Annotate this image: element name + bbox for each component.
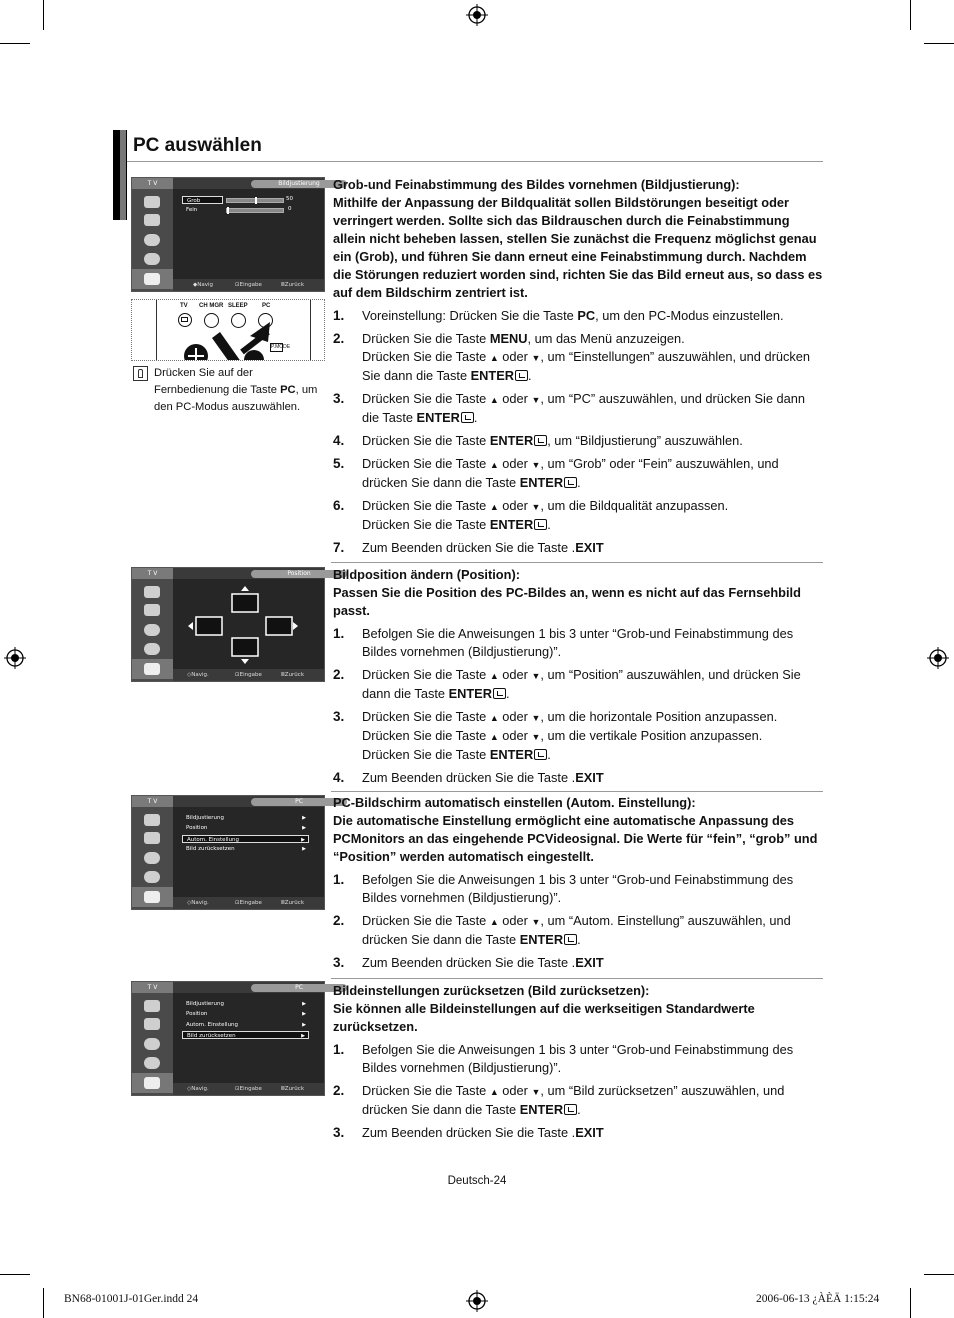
step-text: Befolgen Sie die Anweisungen 1 bis 3 unter “Grob-und Feinabstimmung des Bildes vornehmen (Bildjustierung)”. (362, 1042, 794, 1075)
osd-setup-icon (144, 1077, 160, 1089)
step-text: oder (498, 391, 532, 406)
remote-label-tv: TV (180, 303, 188, 309)
osd-menu-item-label: Bildjustierung (186, 815, 224, 821)
position-arrows-icon (184, 584, 316, 666)
step-text: . (547, 747, 551, 762)
osd-menu-item (182, 1010, 309, 1018)
step-text: Drücken Sie die Taste (362, 667, 490, 682)
step-item (333, 871, 823, 907)
chevron-right-icon: ▶ (302, 825, 306, 832)
step-item (333, 330, 823, 385)
chevron-right-icon: ▶ (302, 815, 306, 821)
osd-menu-item (182, 1031, 309, 1039)
step-text: Drücken Sie die Taste (362, 517, 490, 532)
step-text: . (577, 932, 581, 947)
osd-tab: PC (251, 798, 347, 806)
crop-mark (43, 1288, 44, 1318)
osd-antenna-icon (144, 586, 160, 598)
step-text: . (571, 540, 576, 555)
osd-enter-hint: ⊡ Eingabe (235, 669, 240, 681)
title-accent-bar (120, 130, 126, 220)
osd-enter-label: Eingabe (239, 1086, 262, 1092)
step-item (333, 708, 823, 764)
step-text: Drücken Sie die Taste (362, 433, 490, 448)
step-text: oder (498, 709, 532, 724)
step-text: , um die horizontale Position anzupassen. (540, 709, 778, 724)
osd-menu-item (182, 814, 309, 822)
step-number: 3. (333, 709, 345, 724)
step-text: oder (498, 667, 532, 682)
step-item (333, 1082, 823, 1119)
step-number: 5. (333, 456, 345, 471)
osd-top-bar (173, 982, 324, 993)
remote-pmode-badge: P.MODE (271, 344, 291, 350)
section-heading: Grob-und Feinabstimmung des Bildes vornehmen (Bildjustierung): (333, 177, 740, 192)
step-text: , um den PC-Modus einzustellen. (595, 308, 784, 323)
osd-menu-item-label: Position (186, 825, 208, 832)
step-item (333, 432, 823, 450)
step-text: Drücken Sie die Taste (362, 331, 490, 346)
osd-menu-item-label: Position (186, 1011, 208, 1018)
step-text: . (571, 770, 576, 785)
step-list (333, 625, 823, 787)
arrow-down-icon: ▼ (531, 395, 541, 405)
osd-setup-icon (144, 273, 160, 285)
date-slug: 2006-06-13 ¿ÀÈÄ 1:15:24 (756, 1293, 880, 1305)
step-line (362, 516, 823, 534)
step-text: Drücken Sie die Taste (362, 498, 490, 513)
osd-screen-position (131, 567, 325, 682)
step-text: . (577, 475, 581, 490)
remote-label-chmgr: CH MGR (199, 303, 224, 309)
step-text: , um das Menü anzuzeigen. (527, 331, 685, 346)
step-text: Zum Beenden drücken Sie die Taste (362, 540, 572, 555)
key-menu: MENU (489, 331, 528, 346)
step-text: , um “Autom. Einstellung” auszuwählen, und drücken Sie dann die Taste (362, 913, 791, 947)
arrow-up-icon: ▲ (489, 1087, 499, 1097)
key-enter: ENTER (448, 686, 492, 701)
registration-mark-icon (927, 647, 949, 669)
step-text: Drücken Sie die Taste (362, 747, 490, 762)
step-text: oder (498, 728, 532, 743)
osd-menu-item-label: Bild zurücksetzen (186, 845, 235, 852)
osd-menu-item (182, 824, 309, 832)
crop-mark (924, 1274, 954, 1275)
osd-back-hint: Ⅲ Zurück (281, 1083, 285, 1095)
osd-nav-label: Navig (197, 282, 213, 288)
step-text: Befolgen Sie die Anweisungen 1 bis 3 unter “Grob-und Feinabstimmung des Bildes vornehmen (Bildjustierung)”. (362, 626, 794, 659)
arrow-down-icon: ▼ (531, 917, 541, 927)
key-exit: EXIT (575, 540, 604, 555)
step-list (333, 871, 823, 972)
osd-item-label: Fein (186, 207, 198, 213)
arrow-up-icon: ▲ (489, 395, 499, 405)
step-text: Drücken Sie die Taste (362, 349, 490, 364)
step-number: 2. (333, 913, 345, 928)
step-text: Drücken Sie die Taste (362, 709, 490, 724)
osd-back-label: Zurück (284, 282, 305, 288)
remote-label-sleep: SLEEP (228, 303, 248, 309)
step-list (333, 307, 823, 557)
osd-sound-icon (144, 234, 160, 246)
step-line (362, 348, 823, 385)
osd-bottom-bar (173, 279, 324, 291)
step-text: Drücken Sie die Taste (362, 913, 490, 928)
osd-tab: Position (251, 570, 347, 578)
step-number: 7. (333, 540, 345, 555)
osd-menu-item (182, 1021, 309, 1029)
osd-tab: PC (251, 984, 347, 992)
osd-menu-item (182, 835, 309, 843)
chevron-right-icon: ▶ (302, 1011, 306, 1018)
osd-channel-icon (144, 253, 160, 265)
note-icon (133, 366, 148, 381)
step-item (333, 769, 823, 787)
step-text: Zum Beenden drücken Sie die Taste (362, 770, 572, 785)
section-heading: PC-Bildschirm automatisch einstellen (Autom. Einstellung): (333, 795, 696, 810)
section-intro: Sie können alle Bildeinstellungen auf die werkseitigen Standardwerte zurücksetzen. (333, 1001, 755, 1034)
step-number: 2. (333, 331, 345, 346)
osd-enter-label: Eingabe (239, 282, 262, 288)
osd-bottom-bar (173, 1083, 324, 1095)
osd-channel-icon (144, 871, 160, 883)
section-autom-einstellung (333, 794, 823, 977)
step-text: Drücken Sie die Taste (362, 1083, 490, 1098)
step-text: Drücken Sie die Taste (362, 456, 490, 471)
step-number: 4. (333, 770, 345, 785)
arrow-down-icon: ▼ (531, 671, 541, 681)
step-number: 1. (333, 308, 345, 323)
key-exit: EXIT (575, 1125, 604, 1140)
note-text: , um den PC-Modus auszuwählen. (154, 384, 318, 413)
crop-mark (0, 1274, 30, 1275)
osd-screen-pc-autom (131, 795, 325, 910)
osd-item-label: Grob (187, 198, 201, 204)
step-number: 1. (333, 1042, 345, 1057)
step-line (362, 727, 823, 746)
step-text: , um “Position” auszuwählen, und drücken Sie dann die Taste (362, 667, 801, 701)
remote-edge (156, 300, 157, 361)
osd-nav-hint: ◆ Navig (193, 279, 197, 291)
osd-slider-thumb (227, 207, 229, 214)
arrow-up-icon: ▲ (489, 732, 499, 742)
step-item (333, 497, 823, 534)
step-item (333, 390, 823, 427)
osd-channel-icon (144, 1057, 160, 1069)
osd-bottom-bar (173, 897, 324, 909)
step-text: , um die vertikale Position anzupassen. (540, 728, 763, 743)
osd-nav-label: Navig. (191, 900, 209, 906)
osd-top-bar (173, 568, 324, 579)
remote-edge (310, 300, 311, 361)
pointing-hand-icon (172, 318, 291, 361)
registration-mark-icon (466, 1290, 488, 1312)
section-bild-zuruecksetzen (333, 982, 823, 1147)
osd-antenna-icon (144, 196, 160, 208)
osd-nav-label: Navig. (191, 1086, 209, 1092)
enter-key-icon (515, 370, 528, 381)
divider (331, 978, 823, 979)
step-item (333, 912, 823, 949)
step-text: . (505, 686, 510, 701)
step-text: , um “Bildjustierung” auszuwählen. (547, 433, 743, 448)
key-enter: ENTER (519, 1102, 564, 1117)
osd-picture-icon (144, 214, 160, 226)
remote-note (154, 365, 326, 416)
step-text: Befolgen Sie die Anweisungen 1 bis 3 unter “Grob-und Feinabstimmung des Bildes vornehmen (Bildjustierung)”. (362, 872, 794, 905)
osd-tv-label: T V (132, 178, 173, 189)
key-enter: ENTER (416, 410, 460, 425)
step-number: 3. (333, 1125, 345, 1140)
arrow-up-icon: ▲ (489, 502, 499, 512)
step-item (333, 1124, 823, 1142)
arrow-up-icon: ▲ (489, 917, 499, 927)
osd-bottom-bar (173, 669, 324, 681)
osd-picture-icon (144, 604, 160, 616)
section-intro: Passen Sie die Position des PC-Bildes an, wenn es nicht auf das Fernsehbild passt. (333, 585, 801, 618)
step-text: , um “PC” auszuwählen, und drücken Sie dann die Taste (362, 391, 806, 425)
chevron-right-icon: ▶ (301, 836, 305, 843)
enter-key-icon (461, 412, 474, 423)
crop-mark (0, 43, 30, 44)
crop-mark (910, 0, 911, 30)
step-item (333, 1041, 823, 1077)
arrow-up-icon: ▲ (489, 460, 499, 470)
osd-back-label: Zurück (284, 900, 305, 906)
arrow-down-icon: ▼ (531, 353, 541, 363)
step-text: oder (498, 1083, 532, 1098)
osd-item-grob (182, 196, 223, 204)
osd-enter-hint: ⊡ Eingabe (235, 897, 240, 909)
step-number: 3. (333, 955, 345, 970)
step-item (333, 666, 823, 703)
osd-item-fein (182, 206, 223, 214)
section-heading: Bildposition ändern (Position): (333, 567, 520, 582)
step-text: oder (498, 349, 532, 364)
crop-mark (43, 0, 44, 30)
divider (127, 161, 823, 162)
step-text: , um “Grob” oder “Fein” auszuwählen, und drücken Sie dann die Taste (362, 456, 779, 490)
arrow-down-icon: ▼ (531, 1087, 541, 1097)
osd-sound-icon (144, 624, 160, 636)
step-text: Drücken Sie die Taste (362, 391, 490, 406)
step-text: . (528, 368, 532, 383)
key-enter: ENTER (489, 747, 534, 762)
key-enter: ENTER (489, 433, 534, 448)
step-text: , um die Bildqualität anzupassen. (540, 498, 729, 513)
step-text: Voreinstellung: Drücken Sie die Taste (362, 308, 578, 323)
key-enter: ENTER (470, 368, 514, 383)
osd-antenna-icon (144, 814, 160, 826)
osd-nav-label: Navig. (191, 672, 209, 678)
remote-label-pc: PC (262, 303, 271, 309)
section-bildjustierung (333, 176, 823, 562)
remote-control-illustration (131, 299, 325, 361)
osd-tv-label: T V (132, 568, 173, 579)
registration-mark-icon (4, 647, 26, 669)
osd-back-hint: Ⅲ Zurück (281, 897, 285, 909)
step-number: 3. (333, 391, 345, 406)
page-number: Deutsch-24 (447, 1175, 507, 1187)
arrow-up-icon: ▲ (489, 713, 499, 723)
osd-slider-grob (226, 198, 284, 203)
enter-key-icon (534, 435, 547, 446)
key-exit: EXIT (575, 955, 604, 970)
step-item (333, 307, 823, 325)
key-exit: EXIT (575, 770, 604, 785)
osd-menu-item-label: Autom. Einstellung (187, 836, 240, 843)
step-text: . (571, 1125, 576, 1140)
osd-tab: Bildjustierung (251, 180, 347, 188)
file-slug: BN68-01001J-01Ger.indd 24 (64, 1293, 199, 1305)
osd-top-bar (173, 796, 324, 807)
enter-key-icon (534, 749, 547, 760)
key-pc: PC (577, 308, 596, 323)
osd-top-bar (173, 178, 324, 189)
arrow-down-icon: ▼ (531, 713, 541, 723)
enter-key-icon (564, 1104, 577, 1115)
osd-menu-item-label: Autom. Einstellung (186, 1021, 239, 1028)
osd-slider-thumb (255, 197, 257, 204)
enter-key-icon (493, 688, 506, 699)
section-intro: Die automatische Einstellung ermöglicht eine automatische Anpassung des PCMonitors an das eingehende PCVideosignal. Die Werte für “fein”, “grob” und “Position” werden automatisch eingestellt. (333, 813, 818, 864)
osd-value: 50 (286, 196, 293, 202)
enter-key-icon (564, 477, 577, 488)
step-text: Drücken Sie die Taste (362, 728, 490, 743)
osd-enter-label: Eingabe (239, 672, 262, 678)
step-text: Zum Beenden drücken Sie die Taste (362, 1125, 572, 1140)
chevron-right-icon: ▶ (302, 1021, 306, 1028)
osd-screen-bildjustierung (131, 177, 325, 292)
enter-key-icon (534, 519, 547, 530)
osd-menu-item (182, 845, 309, 853)
osd-sound-icon (144, 1038, 160, 1050)
step-line (362, 746, 823, 764)
step-number: 2. (333, 667, 345, 682)
step-text: . (571, 955, 576, 970)
osd-tv-label: T V (132, 982, 173, 993)
osd-picture-icon (144, 1018, 160, 1030)
registration-mark-icon (466, 4, 488, 26)
step-number: 1. (333, 872, 345, 887)
step-list (333, 1041, 823, 1142)
osd-picture-icon (144, 832, 160, 844)
osd-enter-hint: ⊡ Eingabe (235, 279, 240, 291)
osd-menu-item (182, 1000, 309, 1008)
osd-antenna-icon (144, 1000, 160, 1012)
step-item (333, 954, 823, 972)
chevron-right-icon: ▶ (302, 1001, 306, 1007)
divider (331, 562, 823, 563)
osd-nav-hint: ◇ Navig. (187, 669, 191, 681)
step-number: 2. (333, 1083, 345, 1098)
chevron-right-icon: ▶ (302, 845, 306, 852)
arrow-down-icon: ▼ (531, 502, 541, 512)
step-text: oder (498, 498, 532, 513)
osd-tv-label: T V (132, 796, 173, 807)
step-item (333, 539, 823, 557)
arrow-down-icon: ▼ (531, 460, 541, 470)
step-item (333, 625, 823, 661)
section-intro: Mithilfe der Anpassung der Bildqualität sollen Bildstörungen beseitigt oder verringert werden. Sollte sich das Bildrauschen durch die Feinabstimmung allein nicht beheben lassen, stellen Sie zunächst die Frequenz möglichst genau ein (Grob), und führen Sie dann erneut eine Feinabstimmung durch. Nachdem die Störungen reduziert worden sind, richten Sie das Bild erneut aus, so dass es auf dem Bildschirm zentriert ist. (333, 195, 823, 300)
osd-nav-hint: ◇ Navig. (187, 1083, 191, 1095)
osd-screen-pc-reset (131, 981, 325, 1096)
step-text: . (473, 410, 478, 425)
key-enter: ENTER (489, 517, 534, 532)
key-enter: ENTER (519, 475, 564, 490)
note-key: PC (280, 384, 296, 396)
osd-setup-icon (144, 663, 160, 675)
crop-mark (910, 1288, 911, 1318)
step-number: 4. (333, 433, 345, 448)
section-heading: Bildeinstellungen zurücksetzen (Bild zurücksetzen): (333, 983, 650, 998)
step-number: 6. (333, 498, 345, 513)
osd-menu-item-label: Bildjustierung (186, 1001, 224, 1007)
section-position (333, 566, 823, 792)
osd-back-hint: Ⅲ Zurück (281, 669, 285, 681)
osd-menu-item-label: Bild zurücksetzen (187, 1032, 236, 1039)
step-text: . (547, 517, 551, 532)
osd-slider-fein (226, 208, 284, 213)
key-enter: ENTER (519, 932, 564, 947)
step-text: Zum Beenden drücken Sie die Taste (362, 955, 572, 970)
osd-nav-hint: ◇ Navig. (187, 897, 191, 909)
step-text: , um “Bild zurücksetzen” auszuwählen, und drücken Sie dann die Taste (362, 1083, 785, 1117)
step-text: . (577, 1102, 581, 1117)
osd-value: 0 (288, 206, 292, 212)
arrow-up-icon: ▲ (489, 671, 499, 681)
page-title: PC auswählen (133, 135, 262, 156)
osd-back-label: Zurück (284, 1086, 305, 1092)
crop-mark (924, 43, 954, 44)
osd-enter-label: Eingabe (239, 900, 262, 906)
chevron-right-icon: ▶ (301, 1032, 305, 1039)
note-text: Drücken Sie auf der Fernbedienung die Taste (154, 367, 281, 396)
osd-back-hint: Ⅲ Zurück (281, 279, 285, 291)
step-text: , um “Einstellungen” auszuwählen, und drücken Sie dann die Taste (362, 349, 810, 383)
step-text: oder (498, 913, 532, 928)
osd-channel-icon (144, 643, 160, 655)
arrow-down-icon: ▼ (531, 732, 541, 742)
osd-back-label: Zurück (284, 672, 305, 678)
step-text: oder (498, 456, 532, 471)
osd-enter-hint: ⊡ Eingabe (235, 1083, 240, 1095)
step-number: 1. (333, 626, 345, 641)
osd-sound-icon (144, 852, 160, 864)
osd-setup-icon (144, 891, 160, 903)
enter-key-icon (564, 934, 577, 945)
step-item (333, 455, 823, 492)
arrow-up-icon: ▲ (489, 353, 499, 363)
